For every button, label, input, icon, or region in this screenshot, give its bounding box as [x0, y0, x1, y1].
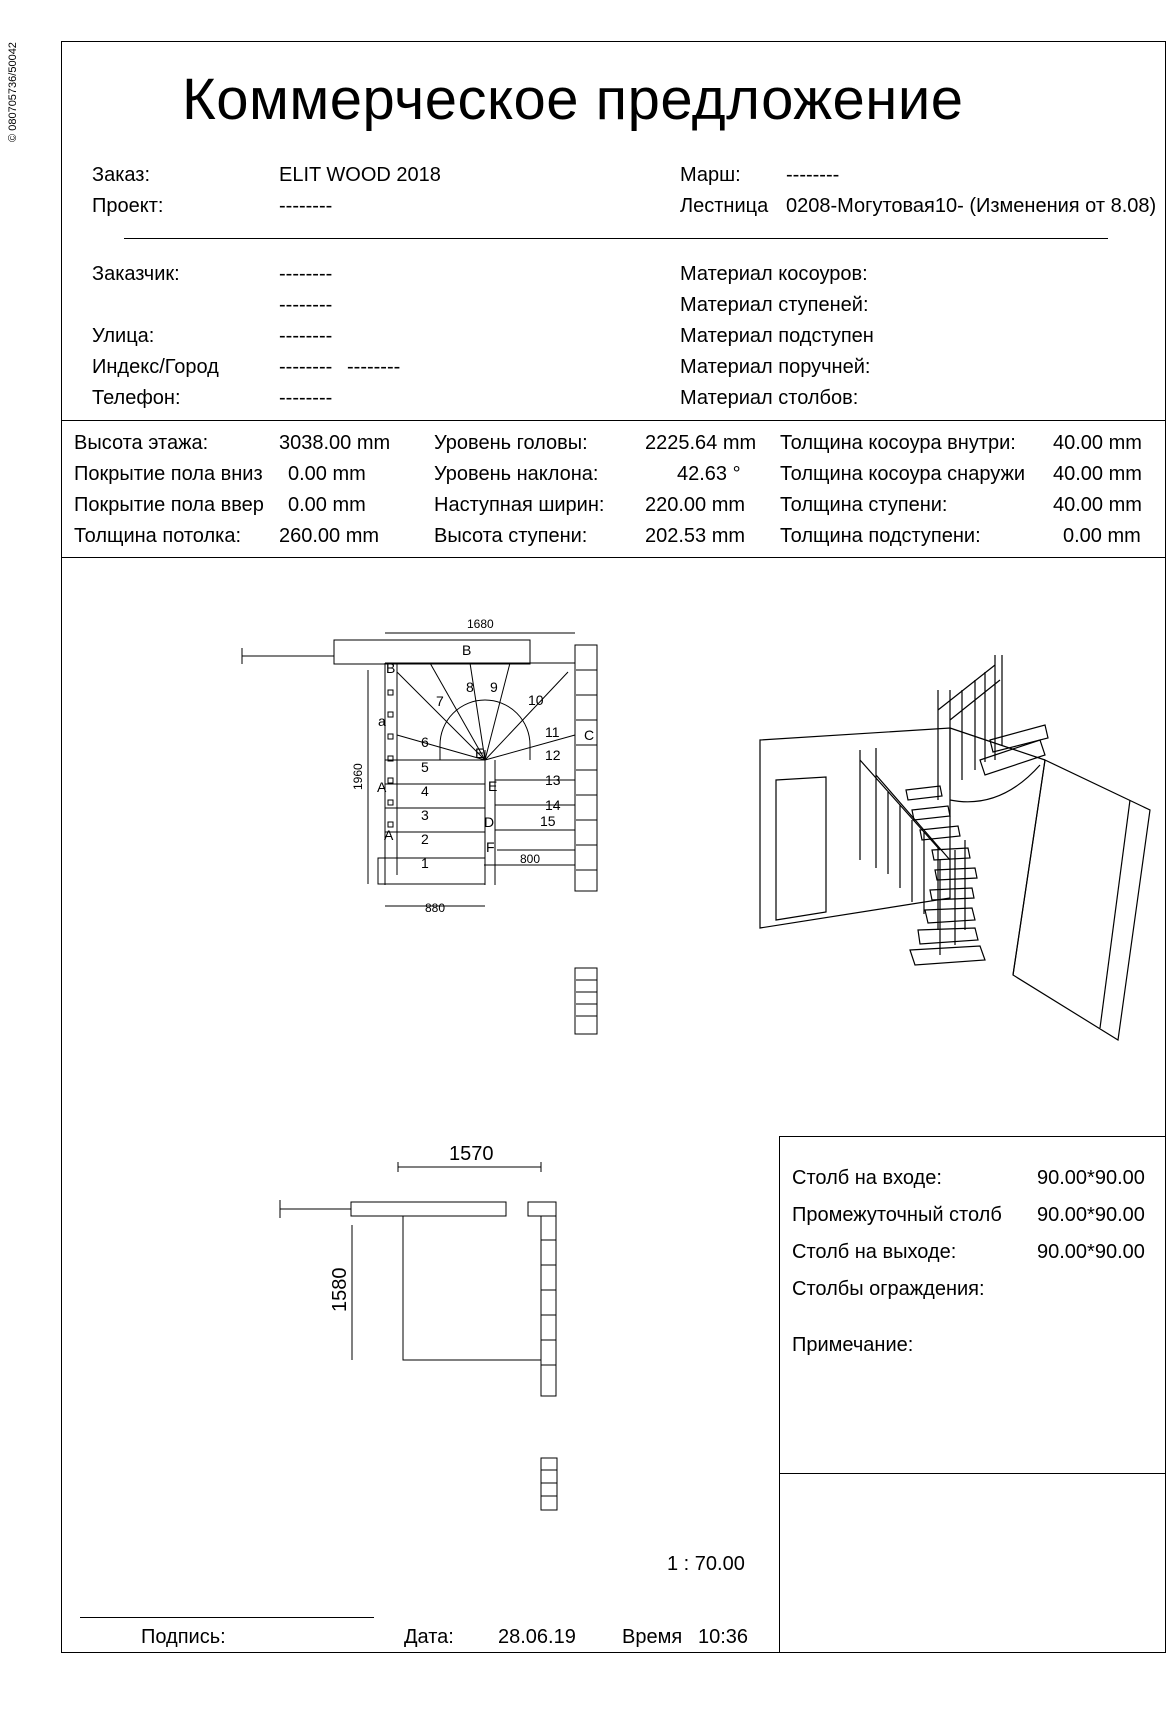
material-stringer: Материал косоуров:: [680, 263, 868, 285]
signature-line: [80, 1617, 374, 1618]
posts-box-divider: [779, 1473, 1166, 1474]
dim-right-label: 800: [520, 852, 541, 866]
params-top-line: [61, 420, 1166, 421]
step-number: 3: [421, 807, 429, 823]
customer-label: Заказчик:: [92, 263, 180, 285]
city-label: Индекс/Город: [92, 356, 219, 378]
post-fence-label: Столбы ограждения:: [792, 1278, 985, 1300]
floor-cover-bottom-value: 0.00 mm: [288, 463, 366, 485]
stair-label: Лестница: [680, 195, 769, 217]
step-number: 11: [545, 724, 560, 740]
street-value: --------: [279, 325, 333, 347]
order-value: ELIT WOOD 2018: [279, 164, 441, 186]
order-label: Заказ:: [92, 164, 151, 186]
time-label: Время: [622, 1626, 683, 1648]
date-label: Дата:: [404, 1626, 454, 1648]
letter-c: C: [584, 727, 595, 743]
header-divider: [124, 238, 1108, 239]
signature-label: Подпись:: [141, 1626, 226, 1648]
stair-3d-view: [750, 640, 1160, 1050]
tread-width-label: Наступная ширин:: [434, 494, 605, 516]
street-label: Улица:: [92, 325, 155, 347]
slope-value: 42.63 °: [677, 463, 741, 485]
plan-lower-wall: [575, 968, 597, 1034]
opening-height-label: 1580: [329, 1267, 351, 1312]
material-handrails: Материал поручней:: [680, 356, 871, 378]
floor-height-label: Высота этажа:: [74, 432, 209, 454]
step-number: 13: [545, 772, 561, 788]
stringer-in-label: Толщина косоура внутри:: [780, 432, 1016, 454]
plan-top-beam: [334, 640, 530, 664]
material-steps: Материал ступеней:: [680, 294, 869, 316]
step-number: 6: [421, 734, 429, 750]
posts-box-top: [779, 1136, 1166, 1137]
document-id: © 080705736/50042: [7, 42, 19, 142]
floor-cover-top-value: 0.00 mm: [288, 494, 366, 516]
note-label: Примечание:: [792, 1334, 914, 1356]
step-number: 1: [421, 855, 429, 871]
flight-label: Марш:: [680, 164, 741, 186]
posts-box-left: [779, 1136, 780, 1653]
letter-b: B: [462, 642, 472, 658]
index-value: --------: [279, 356, 333, 378]
step-number: 7: [436, 693, 444, 709]
params-bottom-line: [61, 557, 1166, 558]
opening-top-beam: [351, 1202, 506, 1216]
phone-value: --------: [279, 387, 333, 409]
project-label: Проект:: [92, 195, 164, 217]
post-exit-value: 90.00*90.00: [1037, 1241, 1145, 1263]
customer-value: --------: [279, 263, 333, 285]
stringer-out-label: Толщина косоура снаружи: [780, 463, 1025, 485]
material-posts: Материал столбов:: [680, 387, 859, 409]
opening-width-label: 1570: [449, 1145, 494, 1165]
slope-label: Уровень наклона:: [434, 463, 599, 485]
step-number: 14: [545, 797, 561, 813]
step-height-value: 202.53 mm: [645, 525, 746, 547]
time-value: 10:36: [698, 1626, 749, 1648]
post-entry-value: 90.00*90.00: [1037, 1167, 1145, 1189]
opening-lower-wall: [541, 1458, 557, 1510]
stair-value: 0208-Могутовая10- (Изменения от 8.08): [786, 195, 1157, 217]
letter-a-2: A: [384, 827, 394, 843]
letter-d: D: [484, 814, 495, 830]
step-thick-label: Толщина ступени:: [780, 494, 948, 516]
step-number: 4: [421, 783, 429, 799]
page-title: Коммерческое предложение: [182, 67, 964, 132]
floor-height-value: 3038.00 mm: [279, 432, 391, 454]
dim-top-label: 1680: [467, 617, 494, 631]
dim-side-label: 1960: [351, 763, 365, 790]
letter-a: A: [377, 779, 387, 795]
flight-value: --------: [786, 164, 840, 186]
opening-right-wall: [541, 1216, 556, 1396]
customer-value-2: --------: [279, 294, 333, 316]
step-height-label: Высота ступени:: [434, 525, 588, 547]
letter-e-2: E: [488, 778, 498, 794]
phone-label: Телефон:: [92, 387, 181, 409]
date-value: 28.06.19: [498, 1626, 576, 1648]
opening-drawing: [270, 1145, 580, 1515]
project-value: --------: [279, 195, 333, 217]
post-middle-value: 90.00*90.00: [1037, 1204, 1145, 1226]
dim-bottom-label: 880: [425, 901, 446, 915]
opening-outline: [403, 1216, 541, 1360]
letter-a-small: a: [378, 713, 386, 729]
head-level-label: Уровень головы:: [434, 432, 588, 454]
step-number: 5: [421, 759, 429, 775]
floor-cover-top-label: Покрытие пола ввер: [74, 494, 264, 516]
plan-right-wall: [575, 645, 597, 891]
step-number: 2: [421, 831, 429, 847]
head-level-value: 2225.64 mm: [645, 432, 757, 454]
riser-thick-label: Толщина подступени:: [780, 525, 981, 547]
ceiling-value: 260.00 mm: [279, 525, 380, 547]
riser-thick-value: 0.00 mm: [1063, 525, 1141, 547]
step-number: 12: [545, 747, 561, 763]
stringer-out-value: 40.00 mm: [1053, 463, 1142, 485]
plan-outline: [385, 663, 575, 865]
floor-cover-bottom-label: Покрытие пола вниз: [74, 463, 263, 485]
post-middle-label: Промежуточный столб: [792, 1204, 1002, 1226]
step-number: 10: [528, 692, 544, 708]
step-thick-value: 40.00 mm: [1053, 494, 1142, 516]
stringer-in-value: 40.00 mm: [1053, 432, 1142, 454]
material-risers: Материал подступен: [680, 325, 874, 347]
step-number: 15: [540, 813, 556, 829]
post-exit-label: Столб на выходе:: [792, 1241, 957, 1263]
plan-first-step: [378, 858, 485, 884]
scale-label: 1 : 70.00: [667, 1553, 745, 1575]
step-number: 8: [466, 679, 474, 695]
city-value: --------: [347, 356, 401, 378]
letter-b-corner: B: [386, 660, 396, 676]
post-entry-label: Столб на входе:: [792, 1167, 942, 1189]
letter-f: F: [486, 839, 495, 855]
tread-width-value: 220.00 mm: [645, 494, 746, 516]
stair-plan-drawing: [230, 612, 610, 1042]
step-number: 9: [490, 679, 498, 695]
letter-e: E: [475, 745, 485, 761]
ceiling-label: Толщина потолка:: [74, 525, 242, 547]
